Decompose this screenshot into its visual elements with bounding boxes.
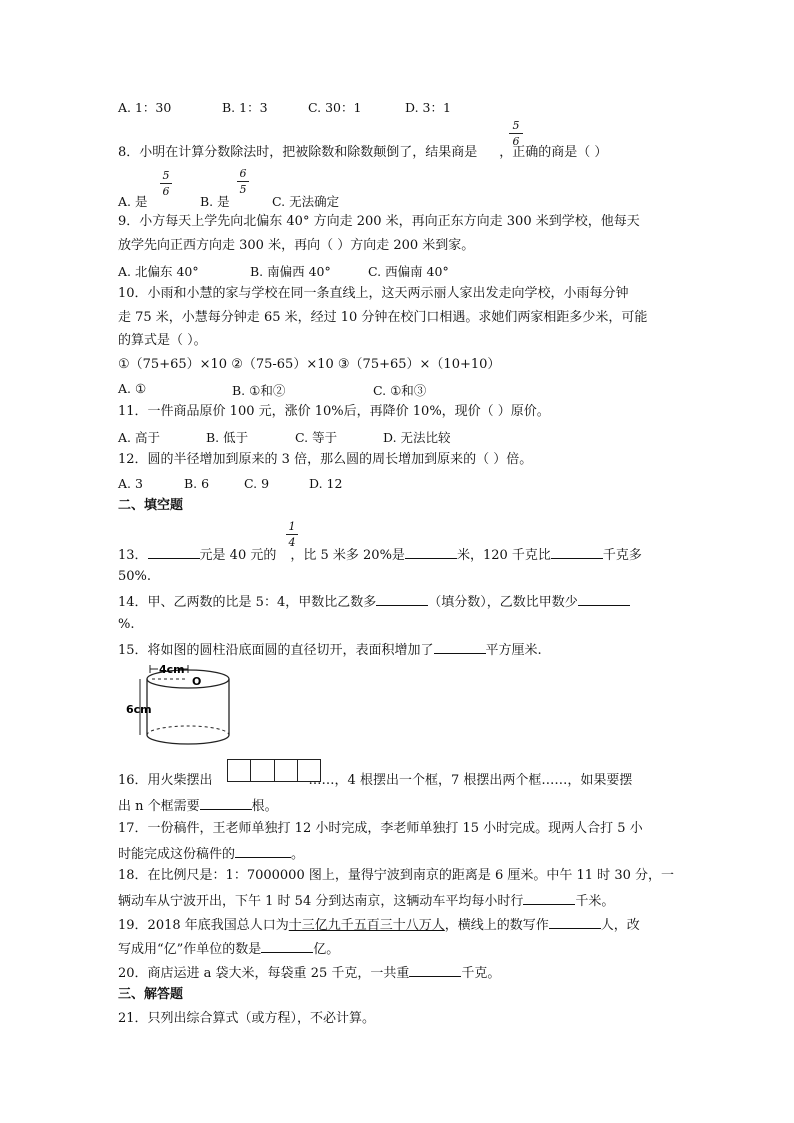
q10-line-3: 的算式是（ ）。 xyxy=(118,333,207,348)
q9-option-a: A. 北偏东 40° xyxy=(118,264,199,279)
cylinder-figure xyxy=(126,661,238,747)
q7-option-d: D. 3：1 xyxy=(405,100,451,115)
q8-text: 8．小明在计算分数除法时，把被除数和除数颠倒了，结果商是 xyxy=(118,145,478,160)
question-13: 13． 元是 40 元的 ，比 5 米多 20%是 米，120 千克比 千克多 xyxy=(118,548,642,563)
q17-line-1: 17．一份稿件，王老师单独打 12 小时完成，李老师单独打 15 小时完成。现两人合打 5 小 xyxy=(118,821,643,836)
q18-blank[interactable] xyxy=(523,892,575,905)
q9-option-c: C. 西偏南 40° xyxy=(368,264,449,279)
fig-height-label: 6cm xyxy=(126,703,152,716)
q13-line-2: 50%. xyxy=(118,569,152,584)
q13-blank-1[interactable] xyxy=(148,546,200,559)
q18-line-2: 辆动车从宁波开出，下午 1 时 54 分到达南京，这辆动车平均每小时行 千米。 xyxy=(118,894,615,909)
q7-option-b: B. 1：3 xyxy=(222,100,268,115)
question-20: 20．商店运进 a 袋大米，每袋重 25 千克，一共重 千克。 xyxy=(118,966,501,981)
question-19: 19．2018 年底我国总人口为十三亿九千五百三十八万人，横线上的数写作 人，改 xyxy=(118,918,640,933)
q11-line-1: 11．一件商品原价 100 元，涨价 10%后，再降价 10%，现价（ ）原价。 xyxy=(118,404,550,419)
q11-option-d: D. 无法比较 xyxy=(383,430,451,445)
q8-option-a-fraction: 5 6 xyxy=(160,170,172,197)
q7-option-c: C. 30：1 xyxy=(308,100,362,115)
q15-blank[interactable] xyxy=(434,641,486,654)
q8-option-a: A. 是 xyxy=(118,194,148,209)
q10-line-2: 走 75 米，小慧每分钟走 65 米，经过 10 分钟在校门口相遇。求她们两家相距多少米，可能 xyxy=(118,310,648,325)
q8-fraction: 5 6 xyxy=(509,120,523,147)
q20-blank[interactable] xyxy=(409,964,461,977)
q12-option-a: A. 3 xyxy=(118,476,143,491)
question-8 xyxy=(118,145,607,161)
q8-text-post: ，正确的商是（ ） xyxy=(499,145,608,160)
q7-option-a: A. 1：30 xyxy=(118,100,172,115)
q16-line-2: 出 n 个框需要 根。 xyxy=(118,799,278,814)
q10-option-a: A. ① xyxy=(118,381,147,396)
q14-blank-1[interactable] xyxy=(376,593,428,606)
q16-blank[interactable] xyxy=(200,797,252,810)
q17-blank[interactable] xyxy=(235,845,291,858)
question-14: 14．甲、乙两数的比是 5：4，甲数比乙数多 （填分数），乙数比甲数少 xyxy=(118,593,630,611)
q19-line-2: 写成用“亿”作单位的数是 亿。 xyxy=(118,942,340,957)
q10-option-c: C. ①和③ xyxy=(373,383,427,398)
q9-line-2: 放学先向正西方向走 300 米，再向（ ）方向走 200 米到家。 xyxy=(118,238,475,253)
q8-option-b: B. 是 xyxy=(200,194,230,209)
q12-option-b: B. 6 xyxy=(184,476,210,491)
q13-blank-2[interactable] xyxy=(405,546,457,559)
q18-line-1: 18．在比例尺是：1：7000000 图上，量得宁波到南京的距离是 6 厘米。中午 11 时 30 分，一 xyxy=(118,868,674,883)
q14-blank-2[interactable] xyxy=(578,593,630,606)
q14-line-2: %. xyxy=(118,617,135,632)
q10-line-4: ①（75+65）×10 ②（75-65）×10 ③（75+65）×（10+10） xyxy=(118,357,501,372)
matchstick-frames xyxy=(227,759,321,782)
fig-radius-label: 4cm xyxy=(159,663,185,676)
section-solve-title: 三、解答题 xyxy=(118,987,184,1002)
q12-option-d: D. 12 xyxy=(309,476,343,491)
question-15: 15．将如图的圆柱沿底面圆的直径切开，表面积增加了 平方厘米. xyxy=(118,643,542,658)
section-fill-in-title: 二、填空题 xyxy=(118,498,184,513)
q13-fraction: 1 4 xyxy=(286,521,298,548)
q19-blank-1[interactable] xyxy=(549,916,601,929)
fig-center-label: O xyxy=(192,675,202,688)
q8-option-b-fraction: 6 5 xyxy=(237,168,249,195)
q12-option-c: C. 9 xyxy=(244,476,270,491)
q19-blank-2[interactable] xyxy=(261,940,313,953)
q17-line-2: 时能完成这份稿件的 。 xyxy=(118,847,305,862)
q11-option-b: B. 低于 xyxy=(206,430,249,445)
q11-option-a: A. 高于 xyxy=(118,430,160,445)
q10-line-1: 10．小雨和小慧的家与学校在同一条直线上，这天两示丽人家出发走向学校，小雨每分钟 xyxy=(118,286,629,301)
q11-option-c: C. 等于 xyxy=(295,430,338,445)
q9-line-1: 9．小方每天上学先向北偏东 40° 方向走 200 米，再向正东方向走 300 米到学校，他每天 xyxy=(118,214,640,229)
q9-option-b: B. 南偏西 40° xyxy=(250,264,331,279)
q8-option-c: C. 无法确定 xyxy=(272,194,340,209)
question-21: 21．只列出综合算式（或方程），不必计算。 xyxy=(118,1011,376,1026)
q10-option-b: B. ①和② xyxy=(232,383,286,398)
question-16: 16．用火柴摆出 ……，4 根摆出一个框，7 根摆出两个框……，如果要摆 xyxy=(118,773,633,788)
q13-blank-3[interactable] xyxy=(551,546,603,559)
q12-line-1: 12．圆的半径增加到原来的 3 倍，那么圆的周长增加到原来的（ ）倍。 xyxy=(118,452,533,467)
